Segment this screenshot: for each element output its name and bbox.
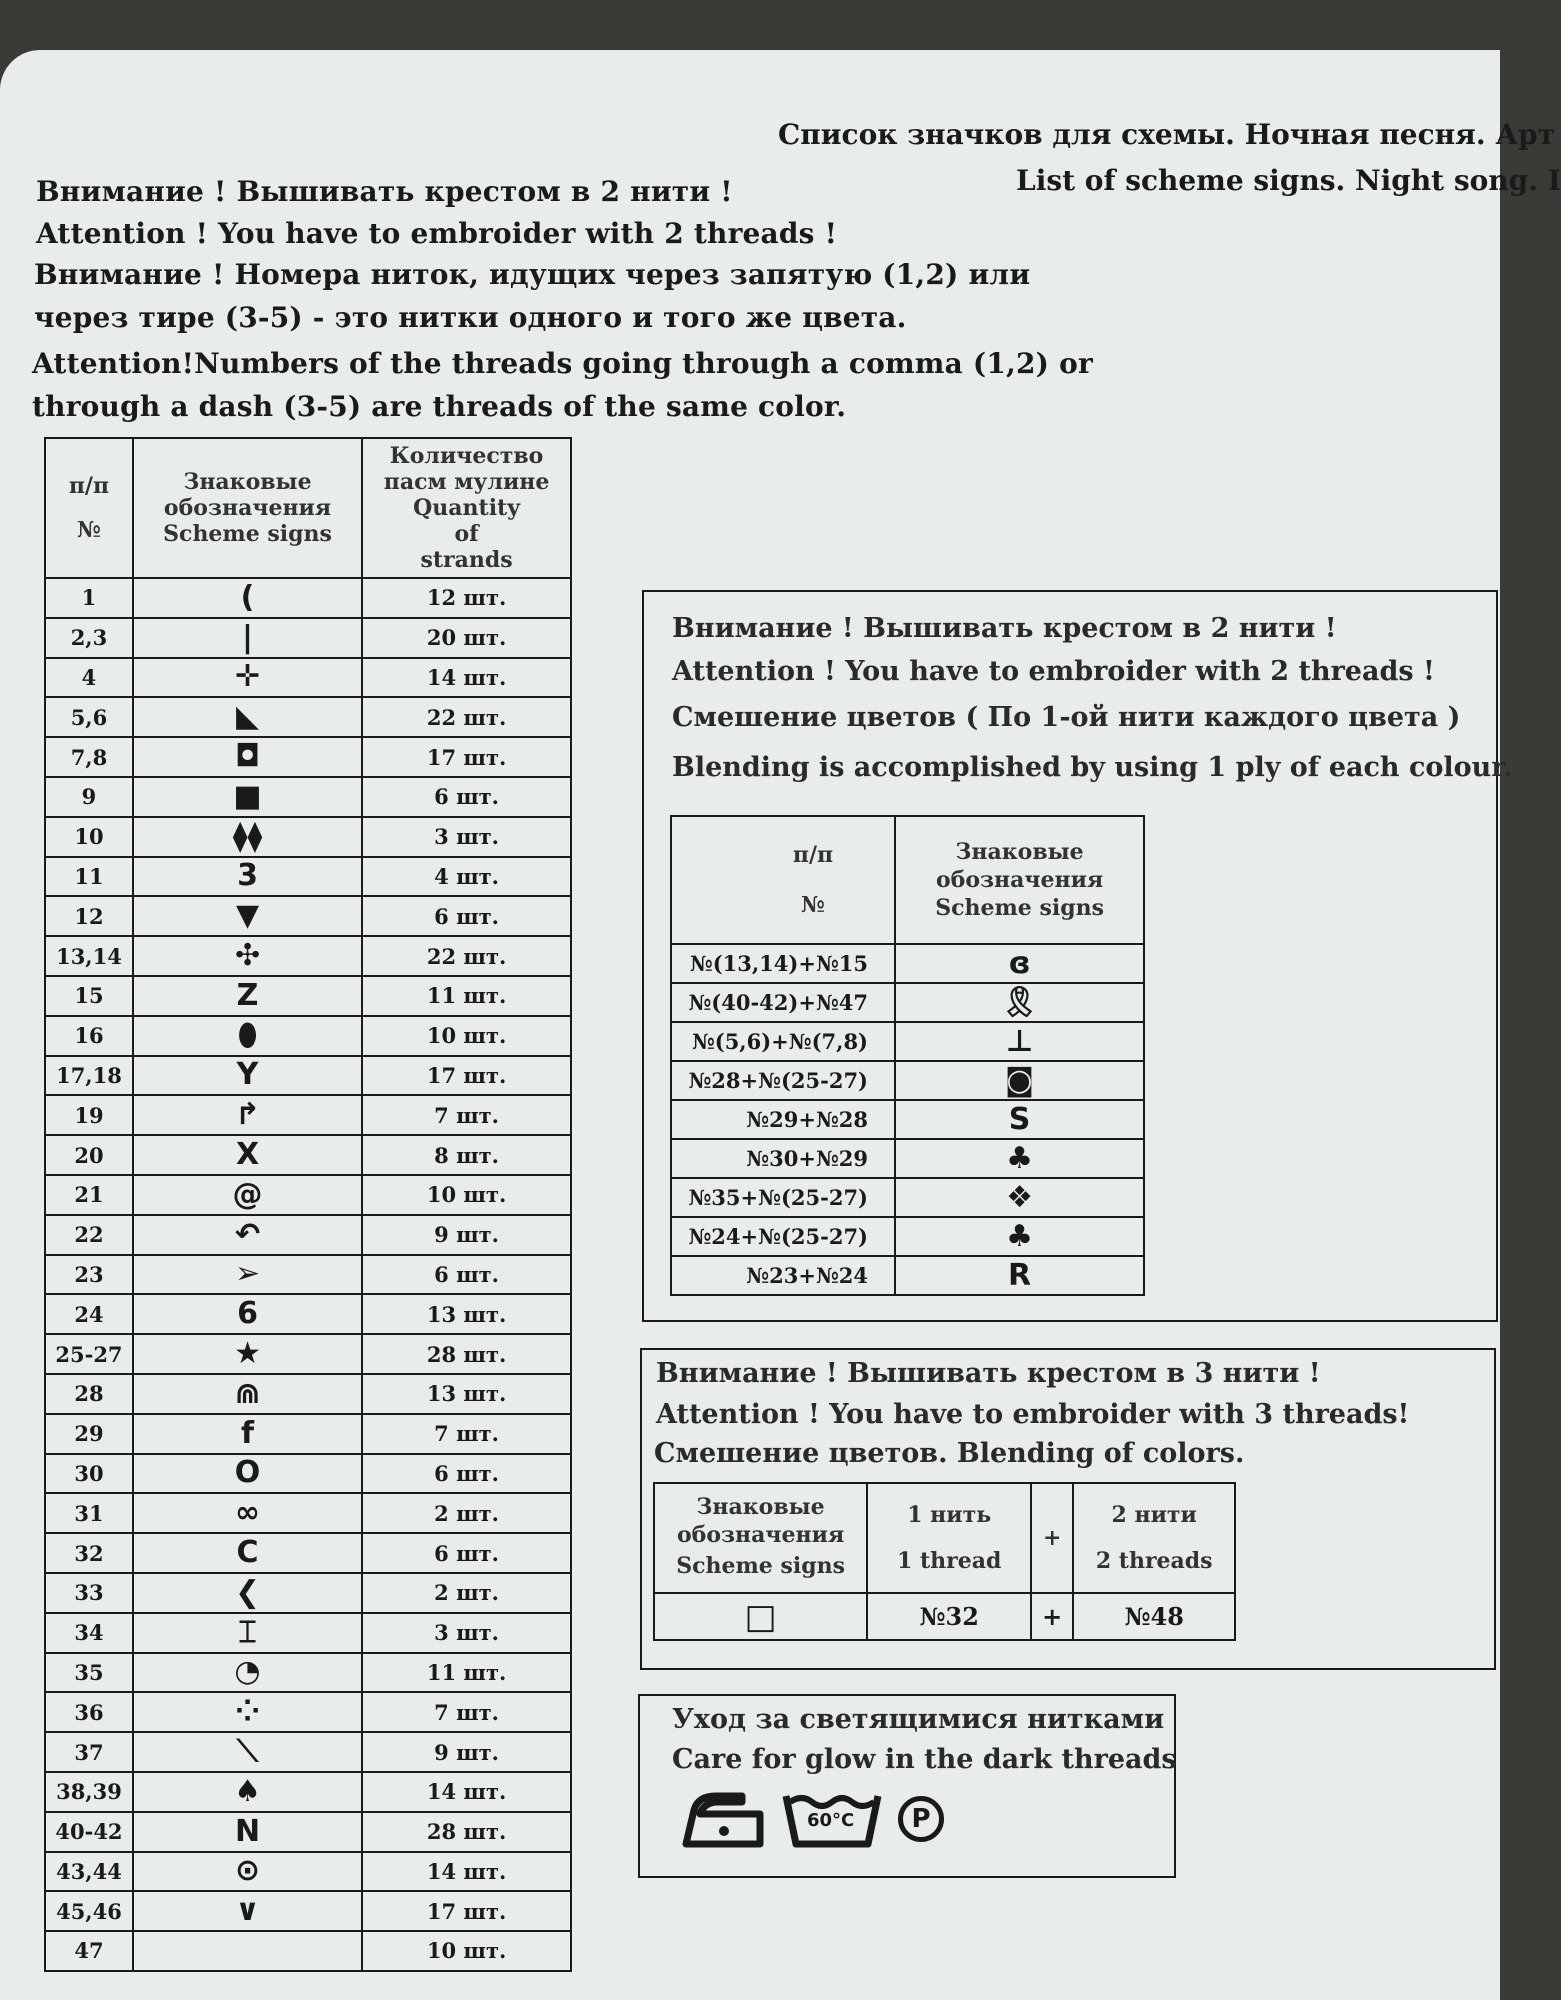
scheme-signs-table bbox=[44, 437, 572, 1972]
scheme-sign: ∨ bbox=[133, 1891, 362, 1931]
strand-quantity: 28 шт. bbox=[362, 1812, 571, 1852]
strand-quantity: 13 шт. bbox=[362, 1374, 571, 1414]
table-row bbox=[45, 777, 571, 817]
blend-row bbox=[671, 1100, 1144, 1139]
blend-combination: №(5,6)+№(7,8) bbox=[671, 1022, 895, 1061]
table-row bbox=[45, 1374, 571, 1414]
blend-row bbox=[671, 1256, 1144, 1295]
thread-number: 29 bbox=[45, 1414, 133, 1454]
intro-line-5: Attention!Numbers of the threads going through a comma (1,2) or bbox=[32, 347, 1093, 380]
table-row bbox=[45, 1613, 571, 1653]
strand-quantity: 14 шт. bbox=[362, 1772, 571, 1812]
header-quantity: Количество пасм мулине Quantity of strands bbox=[362, 438, 571, 578]
strand-quantity: 12 шт. bbox=[362, 578, 571, 618]
strand-quantity: 7 шт. bbox=[362, 1692, 571, 1732]
blend-table bbox=[670, 815, 1145, 1296]
header-title-ru: Список значков для схемы. Ночная песня. Арт bbox=[778, 118, 1556, 151]
thread-number: 21 bbox=[45, 1175, 133, 1215]
scheme-sign: ◘ bbox=[133, 737, 362, 777]
thread-number: 5,6 bbox=[45, 697, 133, 737]
thread-number: 33 bbox=[45, 1573, 133, 1613]
scheme-sign: ⊙ bbox=[133, 1852, 362, 1892]
scheme-sign: ⋒ bbox=[133, 1374, 362, 1414]
blend-row bbox=[671, 1022, 1144, 1061]
header-number: п/п № bbox=[45, 438, 133, 578]
strand-quantity: 2 шт. bbox=[362, 1493, 571, 1533]
scheme-sign: ⬮ bbox=[133, 1016, 362, 1056]
blend-combination: №(40-42)+№47 bbox=[671, 983, 895, 1022]
table-row bbox=[45, 1135, 571, 1175]
three-header-signs: Знаковые обозначения Scheme signs bbox=[654, 1483, 867, 1593]
strand-quantity: 17 шт. bbox=[362, 1891, 571, 1931]
thread-number: 1 bbox=[45, 578, 133, 618]
thread-number: 35 bbox=[45, 1653, 133, 1693]
thread-number: 15 bbox=[45, 976, 133, 1016]
table-row bbox=[45, 1852, 571, 1892]
table-row bbox=[45, 1095, 571, 1135]
strand-quantity: 22 шт. bbox=[362, 936, 571, 976]
scheme-sign: ⌶ bbox=[133, 1613, 362, 1653]
strand-quantity: 11 шт. bbox=[362, 976, 571, 1016]
blend-row bbox=[671, 944, 1144, 983]
blend-row bbox=[671, 1217, 1144, 1256]
table-row bbox=[45, 1175, 571, 1215]
strand-quantity: 14 шт. bbox=[362, 1852, 571, 1892]
blend-sign: R bbox=[895, 1256, 1144, 1295]
scheme-sign: 3 bbox=[133, 857, 362, 897]
thread-number: 10 bbox=[45, 817, 133, 857]
strand-quantity: 10 шт. bbox=[362, 1931, 571, 1971]
table-row bbox=[45, 976, 571, 1016]
strand-quantity: 17 шт. bbox=[362, 737, 571, 777]
thread-number: 36 bbox=[45, 1692, 133, 1732]
blend-line-4: Blending is accomplished by using 1 ply of each colour. bbox=[672, 752, 1513, 783]
blend-combination: №29+№28 bbox=[671, 1100, 895, 1139]
thread-number: 16 bbox=[45, 1016, 133, 1056]
scheme-sign: ⟍ bbox=[133, 1732, 362, 1772]
table-row bbox=[45, 1294, 571, 1334]
thread-number: 2,3 bbox=[45, 618, 133, 658]
strand-quantity: 7 шт. bbox=[362, 1095, 571, 1135]
three-line-1: Внимание ! Вышивать крестом в 3 нити ! bbox=[656, 1358, 1321, 1389]
scheme-sign: C bbox=[133, 1533, 362, 1573]
blend-sign: ⊥ bbox=[895, 1022, 1144, 1061]
blend-row bbox=[671, 1139, 1144, 1178]
scheme-sign: ⧫⧫ bbox=[133, 817, 362, 857]
table-row bbox=[45, 1255, 571, 1295]
thread-number: 12 bbox=[45, 896, 133, 936]
scheme-sign: ➢ bbox=[133, 1255, 362, 1295]
table-row bbox=[45, 936, 571, 976]
thread-number: 31 bbox=[45, 1493, 133, 1533]
table-row bbox=[45, 737, 571, 777]
three-two-threads: №48 bbox=[1073, 1593, 1235, 1640]
scheme-sign: @ bbox=[133, 1175, 362, 1215]
intro-line-1: Внимание ! Вышивать крестом в 2 нити ! bbox=[36, 175, 733, 208]
table-row bbox=[45, 1772, 571, 1812]
thread-number: 25-27 bbox=[45, 1334, 133, 1374]
thread-number: 17,18 bbox=[45, 1056, 133, 1096]
scheme-sign: ✣ bbox=[133, 936, 362, 976]
care-title-ru: Уход за светящимися нитками bbox=[672, 1704, 1165, 1735]
scheme-sign: Z bbox=[133, 976, 362, 1016]
scheme-sign: ▼ bbox=[133, 896, 362, 936]
strand-quantity: 28 шт. bbox=[362, 1334, 571, 1374]
table-row bbox=[45, 1692, 571, 1732]
thread-number: 9 bbox=[45, 777, 133, 817]
strand-quantity: 9 шт. bbox=[362, 1215, 571, 1255]
scheme-sign: ■ bbox=[133, 777, 362, 817]
scheme-sign: 6 bbox=[133, 1294, 362, 1334]
strand-quantity: 10 шт. bbox=[362, 1016, 571, 1056]
blend-header-signs: Знаковые обозначения Scheme signs bbox=[895, 816, 1144, 944]
three-line-2: Attention ! You have to embroider with 3 threads! bbox=[656, 1399, 1410, 1430]
blend-combination: №24+№(25-27) bbox=[671, 1217, 895, 1256]
scheme-sign: ∞ bbox=[133, 1493, 362, 1533]
blend-combination: №28+№(25-27) bbox=[671, 1061, 895, 1100]
three-sign: □ bbox=[654, 1593, 867, 1640]
three-header-plus: + bbox=[1031, 1483, 1073, 1593]
table-row bbox=[45, 1732, 571, 1772]
thread-number: 19 bbox=[45, 1095, 133, 1135]
scheme-sign bbox=[133, 1931, 362, 1971]
thread-number: 28 bbox=[45, 1374, 133, 1414]
strand-quantity: 3 шт. bbox=[362, 817, 571, 857]
three-header-two: 2 нити 2 threads bbox=[1073, 1483, 1235, 1593]
strand-quantity: 10 шт. bbox=[362, 1175, 571, 1215]
blend-row bbox=[671, 1061, 1144, 1100]
table-row bbox=[45, 857, 571, 897]
table-row bbox=[45, 1573, 571, 1613]
scheme-sign: f bbox=[133, 1414, 362, 1454]
table-row bbox=[45, 1653, 571, 1693]
three-thread-table bbox=[653, 1482, 1236, 1641]
scheme-sign: ❮ bbox=[133, 1573, 362, 1613]
table-row bbox=[45, 1891, 571, 1931]
table-row bbox=[45, 1931, 571, 1971]
three-one-thread: №32 bbox=[867, 1593, 1031, 1640]
table-row bbox=[45, 578, 571, 618]
strand-quantity: 4 шт. bbox=[362, 857, 571, 897]
intro-line-4: через тире (3-5) - это нитки одного и того же цвета. bbox=[34, 301, 907, 334]
blend-sign: 🎗 bbox=[895, 983, 1144, 1022]
blend-header-number: п/п № bbox=[671, 816, 895, 944]
scheme-sign: ↶ bbox=[133, 1215, 362, 1255]
strand-quantity: 6 шт. bbox=[362, 1255, 571, 1295]
thread-number: 7,8 bbox=[45, 737, 133, 777]
care-icons bbox=[680, 1788, 944, 1850]
strand-quantity: 11 шт. bbox=[362, 1653, 571, 1693]
care-title-en: Care for glow in the dark threads bbox=[672, 1744, 1177, 1775]
table-row bbox=[45, 817, 571, 857]
thread-number: 22 bbox=[45, 1215, 133, 1255]
table-row bbox=[45, 1016, 571, 1056]
thread-number: 30 bbox=[45, 1454, 133, 1494]
scheme-sign: X bbox=[133, 1135, 362, 1175]
three-plus: + bbox=[1031, 1593, 1073, 1640]
thread-number: 20 bbox=[45, 1135, 133, 1175]
thread-number: 37 bbox=[45, 1732, 133, 1772]
table-row bbox=[45, 1334, 571, 1374]
blend-line-3: Смешение цветов ( По 1-ой нити каждого цвета ) bbox=[672, 702, 1461, 733]
strand-quantity: 6 шт. bbox=[362, 896, 571, 936]
scheme-sign: ★ bbox=[133, 1334, 362, 1374]
scheme-sign: ( bbox=[133, 578, 362, 618]
blend-sign: ♣ bbox=[895, 1139, 1144, 1178]
table-row bbox=[45, 1454, 571, 1494]
blend-sign: ❖ bbox=[895, 1178, 1144, 1217]
table-row bbox=[45, 1533, 571, 1573]
blend-line-2: Attention ! You have to embroider with 2 threads ! bbox=[672, 656, 1435, 687]
thread-number: 45,46 bbox=[45, 1891, 133, 1931]
three-thread-row bbox=[654, 1593, 1235, 1640]
table-row bbox=[45, 1056, 571, 1096]
thread-number: 38,39 bbox=[45, 1772, 133, 1812]
table-row bbox=[45, 697, 571, 737]
scheme-sign: ♠ bbox=[133, 1772, 362, 1812]
wash-60-icon: 60°C bbox=[782, 1788, 882, 1850]
thread-number: 47 bbox=[45, 1931, 133, 1971]
thread-number: 32 bbox=[45, 1533, 133, 1573]
header-signs: Знаковые обозначения Scheme signs bbox=[133, 438, 362, 578]
table-row bbox=[45, 1414, 571, 1454]
table-row bbox=[45, 896, 571, 936]
blend-combination: №23+№24 bbox=[671, 1256, 895, 1295]
thread-number: 13,14 bbox=[45, 936, 133, 976]
iron-low-heat-icon bbox=[680, 1788, 766, 1850]
blend-sign: ◙ bbox=[895, 1061, 1144, 1100]
blend-row bbox=[671, 983, 1144, 1022]
strand-quantity: 6 шт. bbox=[362, 1533, 571, 1573]
intro-line-2: Attention ! You have to embroider with 2 threads ! bbox=[36, 217, 838, 250]
thread-number: 40-42 bbox=[45, 1812, 133, 1852]
thread-number: 24 bbox=[45, 1294, 133, 1334]
strand-quantity: 20 шт. bbox=[362, 618, 571, 658]
table-row bbox=[45, 1493, 571, 1533]
strand-quantity: 22 шт. bbox=[362, 697, 571, 737]
blend-combination: №30+№29 bbox=[671, 1139, 895, 1178]
strand-quantity: 6 шт. bbox=[362, 1454, 571, 1494]
scheme-sign: ✛ bbox=[133, 658, 362, 698]
table-row bbox=[45, 618, 571, 658]
dry-clean-p-icon: P bbox=[898, 1796, 944, 1842]
three-line-3: Смешение цветов. Blending of colors. bbox=[654, 1438, 1245, 1469]
strand-quantity: 2 шт. bbox=[362, 1573, 571, 1613]
blend-combination: №(13,14)+№15 bbox=[671, 944, 895, 983]
blend-line-1: Внимание ! Вышивать крестом в 2 нити ! bbox=[672, 613, 1337, 644]
scheme-sign: Y bbox=[133, 1056, 362, 1096]
intro-line-6: through a dash (3-5) are threads of the same color. bbox=[32, 390, 847, 423]
scheme-sign: | bbox=[133, 618, 362, 658]
scheme-sign: ⁘ bbox=[133, 1692, 362, 1732]
thread-number: 34 bbox=[45, 1613, 133, 1653]
header-title-en: List of scheme signs. Night song. I bbox=[1016, 164, 1561, 197]
strand-quantity: 7 шт. bbox=[362, 1414, 571, 1454]
blend-sign: ɞ bbox=[895, 944, 1144, 983]
strand-quantity: 8 шт. bbox=[362, 1135, 571, 1175]
thread-number: 23 bbox=[45, 1255, 133, 1295]
table-row bbox=[45, 1812, 571, 1852]
scheme-sign: ◔ bbox=[133, 1653, 362, 1693]
thread-number: 11 bbox=[45, 857, 133, 897]
thread-number: 43,44 bbox=[45, 1852, 133, 1892]
blend-sign: S bbox=[895, 1100, 1144, 1139]
thread-number: 4 bbox=[45, 658, 133, 698]
scheme-sign: O bbox=[133, 1454, 362, 1494]
strand-quantity: 17 шт. bbox=[362, 1056, 571, 1096]
intro-line-3: Внимание ! Номера ниток, идущих через запятую (1,2) или bbox=[34, 258, 1031, 291]
scheme-sign: N bbox=[133, 1812, 362, 1852]
strand-quantity: 6 шт. bbox=[362, 777, 571, 817]
strand-quantity: 13 шт. bbox=[362, 1294, 571, 1334]
table-row bbox=[45, 658, 571, 698]
blend-combination: №35+№(25-27) bbox=[671, 1178, 895, 1217]
strand-quantity: 9 шт. bbox=[362, 1732, 571, 1772]
strand-quantity: 3 шт. bbox=[362, 1613, 571, 1653]
blend-sign: ♣ bbox=[895, 1217, 1144, 1256]
strand-quantity: 14 шт. bbox=[362, 658, 571, 698]
scheme-sign: ◣ bbox=[133, 697, 362, 737]
table-row bbox=[45, 1215, 571, 1255]
scheme-sign: ↱ bbox=[133, 1095, 362, 1135]
three-header-one: 1 нить 1 thread bbox=[867, 1483, 1031, 1593]
blend-row bbox=[671, 1178, 1144, 1217]
